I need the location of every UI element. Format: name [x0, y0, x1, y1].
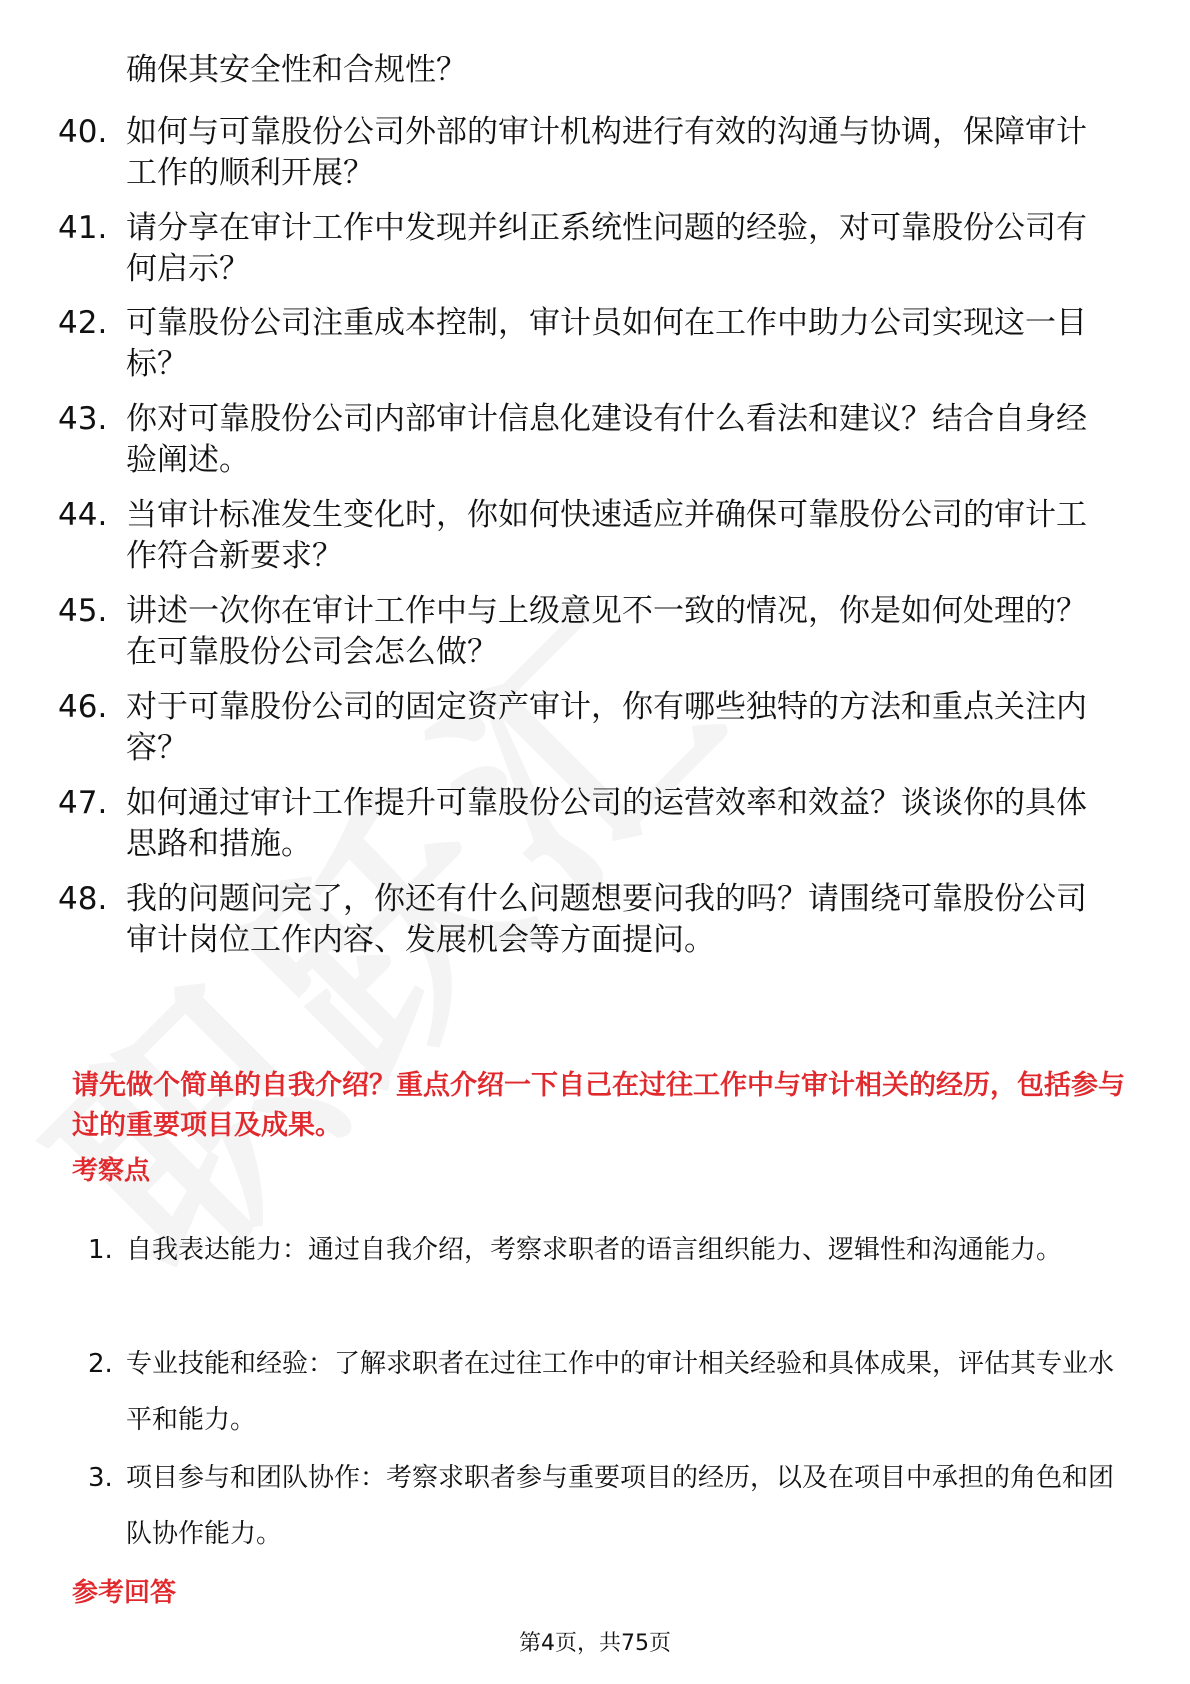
- question-list: [0, 112, 1190, 1048]
- question-number: 40.: [58, 114, 108, 150]
- question-item: [0, 495, 1190, 599]
- question-text: 请分享在审计工作中发现并纠正系统性问题的经验，对可靠股份公司有何启示？: [126, 210, 1087, 287]
- point-number: 2.: [88, 1349, 113, 1379]
- point-number: 3.: [88, 1463, 113, 1493]
- question-item: [0, 783, 1190, 887]
- assessment-points-list: [0, 1222, 1190, 1564]
- question-item: [0, 879, 1190, 983]
- question-number: 44.: [58, 497, 108, 533]
- question-number: 41.: [58, 210, 108, 246]
- point-text: 项目参与和团队协作：考察求职者参与重要项目的经历，以及在项目中承担的角色和团队协作能力。: [126, 1463, 1115, 1549]
- question-text: 如何通过审计工作提升可靠股份公司的运营效率和效益？谈谈你的具体思路和措施。: [126, 785, 1087, 862]
- question-number: 47.: [58, 785, 108, 821]
- point-text: 自我表达能力：通过自我介绍，考察求职者的语言组织能力、逻辑性和沟通能力。: [126, 1235, 1063, 1265]
- question-item: [0, 687, 1190, 791]
- question-item: [0, 399, 1190, 503]
- question-text: 对于可靠股份公司的固定资产审计，你有哪些独特的方法和重点关注内容？: [126, 689, 1087, 766]
- point-text: 专业技能和经验：了解求职者在过往工作中的审计相关经验和具体成果，评估其专业水平和能力。: [126, 1349, 1115, 1435]
- point-number: 1.: [88, 1235, 113, 1265]
- page-footer: 第4页，共75页: [519, 1631, 671, 1656]
- question-number: 45.: [58, 593, 108, 629]
- question-text: 如何与可靠股份公司外部的审计机构进行有效的沟通与协调，保障审计工作的顺利开展？: [126, 114, 1087, 191]
- question-text: 讲述一次你在审计工作中与上级意见不一致的情况，你是如何处理的？在可靠股份公司会怎么做？: [126, 593, 1087, 670]
- question-number: 48.: [58, 881, 108, 917]
- question-text: 你对可靠股份公司内部审计信息化建设有什么看法和建议？结合自身经验阐述。: [126, 401, 1087, 478]
- question-continuation: 确保其安全性和合规性？: [126, 52, 467, 88]
- question-text: 可靠股份公司注重成本控制，审计员如何在工作中助力公司实现这一目标？: [126, 305, 1087, 382]
- question-text: 我的问题问完了，你还有什么问题想要问我的吗？请围绕可靠股份公司审计岗位工作内容、发展机会等方面提问。: [126, 881, 1087, 958]
- question-item: [0, 112, 1190, 216]
- highlighted-question: 请先做个简单的自我介绍？重点介绍一下自己在过往工作中与审计相关的经历，包括参与过的重要项目及成果。: [72, 1070, 1125, 1141]
- section-heading-assessment: 考察点: [72, 1156, 151, 1186]
- assessment-point: [0, 1450, 1190, 1564]
- assessment-point: [0, 1336, 1190, 1450]
- question-text: 当审计标准发生变化时，你如何快速适应并确保可靠股份公司的审计工作符合新要求？: [126, 497, 1087, 574]
- question-item: [0, 208, 1190, 312]
- section-heading-reference: 参考回答: [72, 1578, 177, 1608]
- question-number: 43.: [58, 401, 108, 437]
- question-item: [0, 303, 1190, 407]
- question-number: 42.: [58, 305, 108, 341]
- question-item: [0, 591, 1190, 695]
- assessment-point: [0, 1222, 1190, 1336]
- question-number: 46.: [58, 689, 108, 725]
